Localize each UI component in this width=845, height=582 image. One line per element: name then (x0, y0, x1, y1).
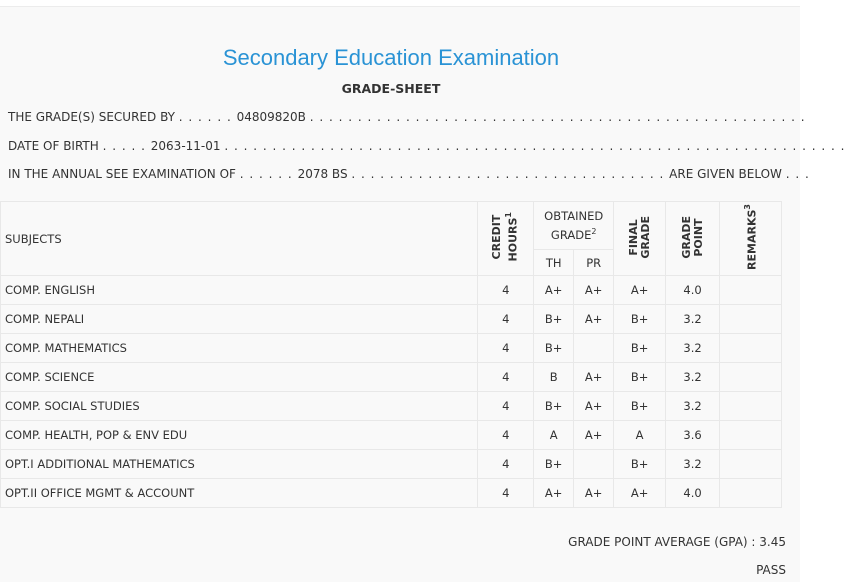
header-final-grade: FINAL GRADE (614, 202, 666, 276)
subject-cell: COMP. HEALTH, POP & ENV EDU (1, 421, 478, 450)
exam-line: IN THE ANNUAL SEE EXAMINATION OF . . . . . . 2078 BS . . . . . . . . . . . . . . . . . . . . . . . . . . . . . . . . . ARE GIVEN BELOW . . . (8, 167, 810, 181)
final-grade-cell: B+ (614, 305, 666, 334)
header-grade-point: GRADE POINT (666, 202, 720, 276)
subject-cell: COMP. SCIENCE (1, 363, 478, 392)
table-row (1, 276, 782, 305)
credit-cell: 4 (478, 479, 534, 508)
gpa-label: GRADE POINT AVERAGE (GPA) : (568, 535, 756, 549)
pr-grade-cell: A+ (574, 392, 614, 421)
pr-grade-cell: A+ (574, 479, 614, 508)
grade-point-cell: 3.2 (666, 450, 720, 479)
th-grade-cell: B+ (534, 392, 574, 421)
exam-title: Secondary Education Examination (222, 45, 560, 70)
table-row (1, 421, 782, 450)
exam-year: 2078 BS (297, 167, 348, 181)
pr-grade-cell: A+ (574, 305, 614, 334)
gpa-value: 3.45 (759, 535, 786, 549)
credit-cell: 4 (478, 450, 534, 479)
pr-grade-cell (574, 450, 614, 479)
th-grade-cell: A+ (534, 479, 574, 508)
result-status: PASS (756, 563, 786, 577)
symbol-number: 04809820B (236, 110, 306, 124)
remarks-cell (720, 392, 782, 421)
pr-grade-cell: A+ (574, 421, 614, 450)
table-row (1, 450, 782, 479)
remarks-cell (720, 479, 782, 508)
table-row (1, 392, 782, 421)
gpa-line (568, 535, 786, 549)
grade-point-cell: 3.6 (666, 421, 720, 450)
credit-cell: 4 (478, 334, 534, 363)
final-grade-cell: B+ (614, 363, 666, 392)
grades-table (0, 201, 782, 508)
th-grade-cell: B+ (534, 450, 574, 479)
final-grade-cell: B+ (614, 334, 666, 363)
table-row (1, 305, 782, 334)
th-grade-cell: B+ (534, 305, 574, 334)
th-grade-cell: B (534, 363, 574, 392)
grade-point-cell: 3.2 (666, 305, 720, 334)
header-pr: PR (574, 250, 614, 276)
table-header-row (1, 202, 782, 250)
credit-cell: 4 (478, 363, 534, 392)
pr-grade-cell: A+ (574, 276, 614, 305)
subject-cell: OPT.II OFFICE MGMT & ACCOUNT (1, 479, 478, 508)
header-credit-hours: CREDIT HOURS$^1$ (478, 202, 534, 276)
final-grade-cell: B+ (614, 392, 666, 421)
pr-grade-cell: A+ (574, 363, 614, 392)
secured-by-label: THE GRADE(S) SECURED BY (8, 110, 175, 124)
subject-cell: COMP. NEPALI (1, 305, 478, 334)
remarks-cell (720, 450, 782, 479)
th-grade-cell: A (534, 421, 574, 450)
final-grade-cell: A+ (614, 479, 666, 508)
th-grade-cell: B+ (534, 334, 574, 363)
table-row (1, 363, 782, 392)
subject-cell: OPT.I ADDITIONAL MATHEMATICS (1, 450, 478, 479)
grade-point-cell: 4.0 (666, 276, 720, 305)
header-obtained-grade: OBTAINED GRADE$^2$ (534, 202, 614, 250)
dob-line: DATE OF BIRTH . . . . . 2063-11-01 . . . . . . . . . . . . . . . . . . . . . . . . . . . . . . . . . . . . . . . . . . . . . . . . . . . . . . . . . . . . . . . . . (8, 139, 845, 153)
exam-label: IN THE ANNUAL SEE EXAMINATION OF (8, 167, 236, 181)
th-grade-cell: A+ (534, 276, 574, 305)
pr-grade-cell (574, 334, 614, 363)
grade-point-cell: 3.2 (666, 392, 720, 421)
remarks-cell (720, 334, 782, 363)
header-remarks: REMARKS$^3$ (720, 202, 782, 276)
credit-cell: 4 (478, 421, 534, 450)
grade-point-cell: 3.2 (666, 363, 720, 392)
final-grade-cell: B+ (614, 450, 666, 479)
subject-cell: COMP. SOCIAL STUDIES (1, 392, 478, 421)
final-grade-cell: A (614, 421, 666, 450)
credit-cell: 4 (478, 305, 534, 334)
table-row (1, 334, 782, 363)
remarks-cell (720, 363, 782, 392)
subject-cell: COMP. ENGLISH (1, 276, 478, 305)
sheet-subtitle: GRADE-SHEET (341, 81, 441, 96)
grade-point-cell: 4.0 (666, 479, 720, 508)
subject-cell: COMP. MATHEMATICS (1, 334, 478, 363)
exam-suffix: ARE GIVEN BELOW (669, 167, 782, 181)
credit-cell: 4 (478, 276, 534, 305)
remarks-cell (720, 421, 782, 450)
header-th: TH (534, 250, 574, 276)
grade-sheet (0, 6, 845, 582)
dob-value: 2063-11-01 (150, 139, 221, 153)
grade-point-cell: 3.2 (666, 334, 720, 363)
header-subjects: SUBJECTS (1, 202, 478, 276)
dob-label: DATE OF BIRTH (8, 139, 99, 153)
secured-by-line: THE GRADE(S) SECURED BY . . . . . . 04809820B . . . . . . . . . . . . . . . . . . . . . . . . . . . . . . . . . . . . . . . . . . . . . . . . . . . . (8, 110, 806, 124)
credit-cell: 4 (478, 392, 534, 421)
remarks-cell (720, 276, 782, 305)
remarks-cell (720, 305, 782, 334)
table-row (1, 479, 782, 508)
final-grade-cell: A+ (614, 276, 666, 305)
